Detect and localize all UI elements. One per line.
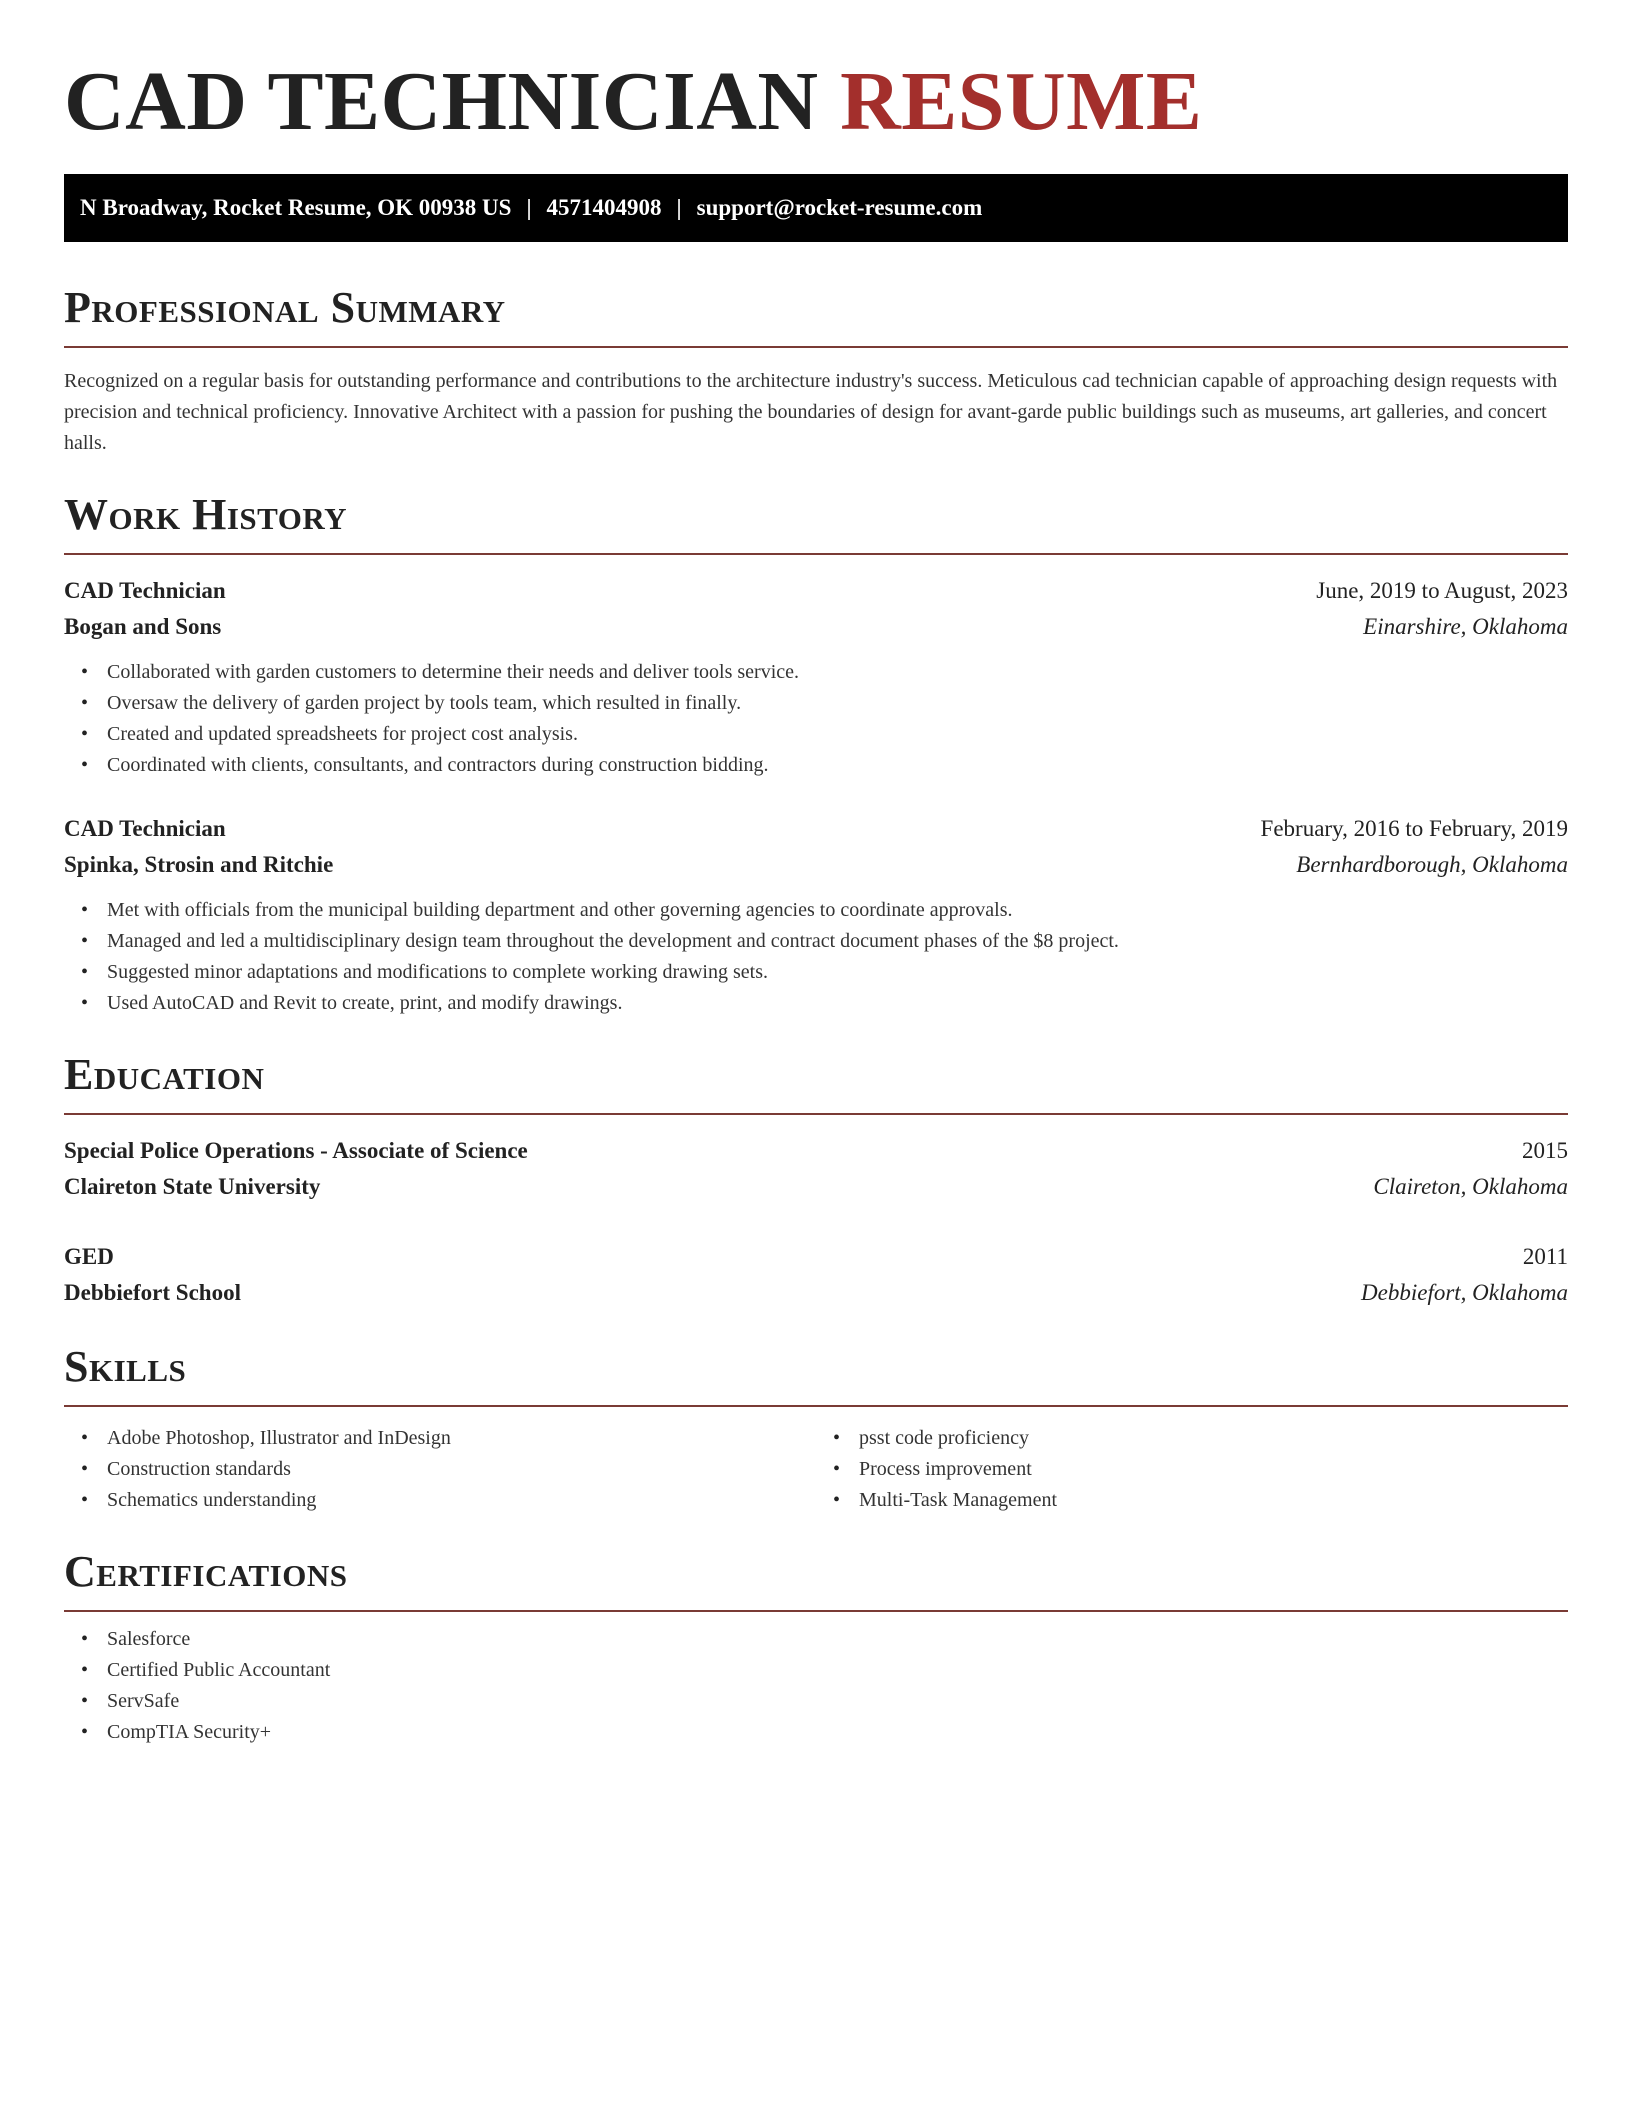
title-resume: RESUME [840, 55, 1203, 148]
education-entry [64, 1133, 1568, 1205]
job-company: Bogan and Sons [64, 614, 222, 639]
job-dates: February, 2016 to February, 2019 [1260, 816, 1568, 841]
education-school: Debbiefort School [64, 1280, 241, 1305]
job-company-row [64, 847, 1568, 883]
certifications-list [64, 1624, 1568, 1748]
certifications-section [64, 1546, 1568, 1748]
skills-column-left [64, 1423, 816, 1516]
job-bullet: • Collaborated with garden customers to determine their needs and deliver tools service. [107, 657, 1568, 688]
skills-list [64, 1423, 816, 1516]
contact-email: support@rocket-resume.com [696, 195, 983, 220]
skill-item: • Construction standards [107, 1454, 816, 1485]
skills-grid [64, 1423, 1568, 1516]
education-entry [64, 1239, 1568, 1311]
job-location: Bernhardborough, Oklahoma [1296, 852, 1568, 877]
summary-heading: Professional Summary [64, 282, 1568, 348]
certification-item: • ServSafe [107, 1686, 1568, 1717]
summary-text: Recognized on a regular basis for outstanding performance and contributions to the architecture industry's success. Meticulous cad technician capable of approaching design requests with precision and technical proficiency. Innovative Architect with a passion for pushing the boundaries of design for avant-garde public buildings such as museums, art galleries, and concert halls. [64, 370, 1558, 454]
contact-separator: | [676, 195, 682, 220]
job-bullet: • Oversaw the delivery of garden project by tools team, which resulted in finally. [107, 688, 1568, 719]
job-bullet: • Suggested minor adaptations and modifications to complete working drawing sets. [107, 957, 1568, 988]
education-degree: GED [64, 1244, 114, 1269]
job-bullet: • Met with officials from the municipal building department and other governing agencies to coordinate approvals. [107, 895, 1568, 926]
education-school: Claireton State University [64, 1174, 321, 1199]
contact-phone: 4571404908 [546, 195, 662, 220]
job-bullets [64, 657, 1568, 781]
skills-heading: Skills [64, 1341, 1568, 1407]
education-year: 2015 [1522, 1138, 1568, 1163]
job-bullet: • Created and updated spreadsheets for project cost analysis. [107, 719, 1568, 750]
certifications-heading: Certifications [64, 1546, 1568, 1612]
skill-item: • Multi-Task Management [859, 1485, 1568, 1516]
education-location: Debbiefort, Oklahoma [1361, 1280, 1568, 1305]
job-entry [64, 573, 1568, 781]
job-bullet: • Used AutoCAD and Revit to create, print, and modify drawings. [107, 988, 1568, 1019]
skills-list [816, 1423, 1568, 1516]
education-location: Claireton, Oklahoma [1373, 1174, 1568, 1199]
job-bullet: • Coordinated with clients, consultants, and contractors during construction bidding. [107, 750, 1568, 781]
job-company-row [64, 609, 1568, 645]
contact-address: N Broadway, Rocket Resume, OK 00938 US [80, 195, 512, 220]
job-title: CAD Technician [64, 578, 226, 603]
education-heading: Education [64, 1049, 1568, 1115]
job-location: Einarshire, Oklahoma [1363, 614, 1568, 639]
certification-item: • CompTIA Security+ [107, 1717, 1568, 1748]
education-section [64, 1049, 1568, 1311]
education-school-row [64, 1169, 1568, 1205]
education-degree: Special Police Operations - Associate of Science [64, 1138, 528, 1163]
title-job: CAD TECHNICIAN [64, 55, 819, 148]
summary-section [64, 282, 1568, 459]
skills-section [64, 1341, 1568, 1516]
job-title-row [64, 811, 1568, 847]
skill-item: • psst code proficiency [859, 1423, 1568, 1454]
job-title-row [64, 573, 1568, 609]
job-bullets [64, 895, 1568, 1019]
job-title: CAD Technician [64, 816, 226, 841]
contact-bar [64, 174, 1568, 242]
certification-item: • Salesforce [107, 1624, 1568, 1655]
job-bullet: • Managed and led a multidisciplinary design team throughout the development and contract document phases of the $8 project. [107, 926, 1568, 957]
work-heading: Work History [64, 489, 1568, 555]
work-section [64, 489, 1568, 1019]
job-company: Spinka, Strosin and Ritchie [64, 852, 334, 877]
education-degree-row [64, 1239, 1568, 1275]
certification-item: • Certified Public Accountant [107, 1655, 1568, 1686]
skills-column-right [816, 1423, 1568, 1516]
skill-item: • Schematics understanding [107, 1485, 816, 1516]
skill-item: • Adobe Photoshop, Illustrator and InDesign [107, 1423, 816, 1454]
contact-separator: | [526, 195, 532, 220]
skill-item: • Process improvement [859, 1454, 1568, 1485]
job-dates: June, 2019 to August, 2023 [1316, 578, 1568, 603]
resume-title [64, 54, 1568, 150]
education-school-row [64, 1275, 1568, 1311]
education-degree-row [64, 1133, 1568, 1169]
job-entry [64, 811, 1568, 1019]
education-year: 2011 [1522, 1244, 1568, 1269]
